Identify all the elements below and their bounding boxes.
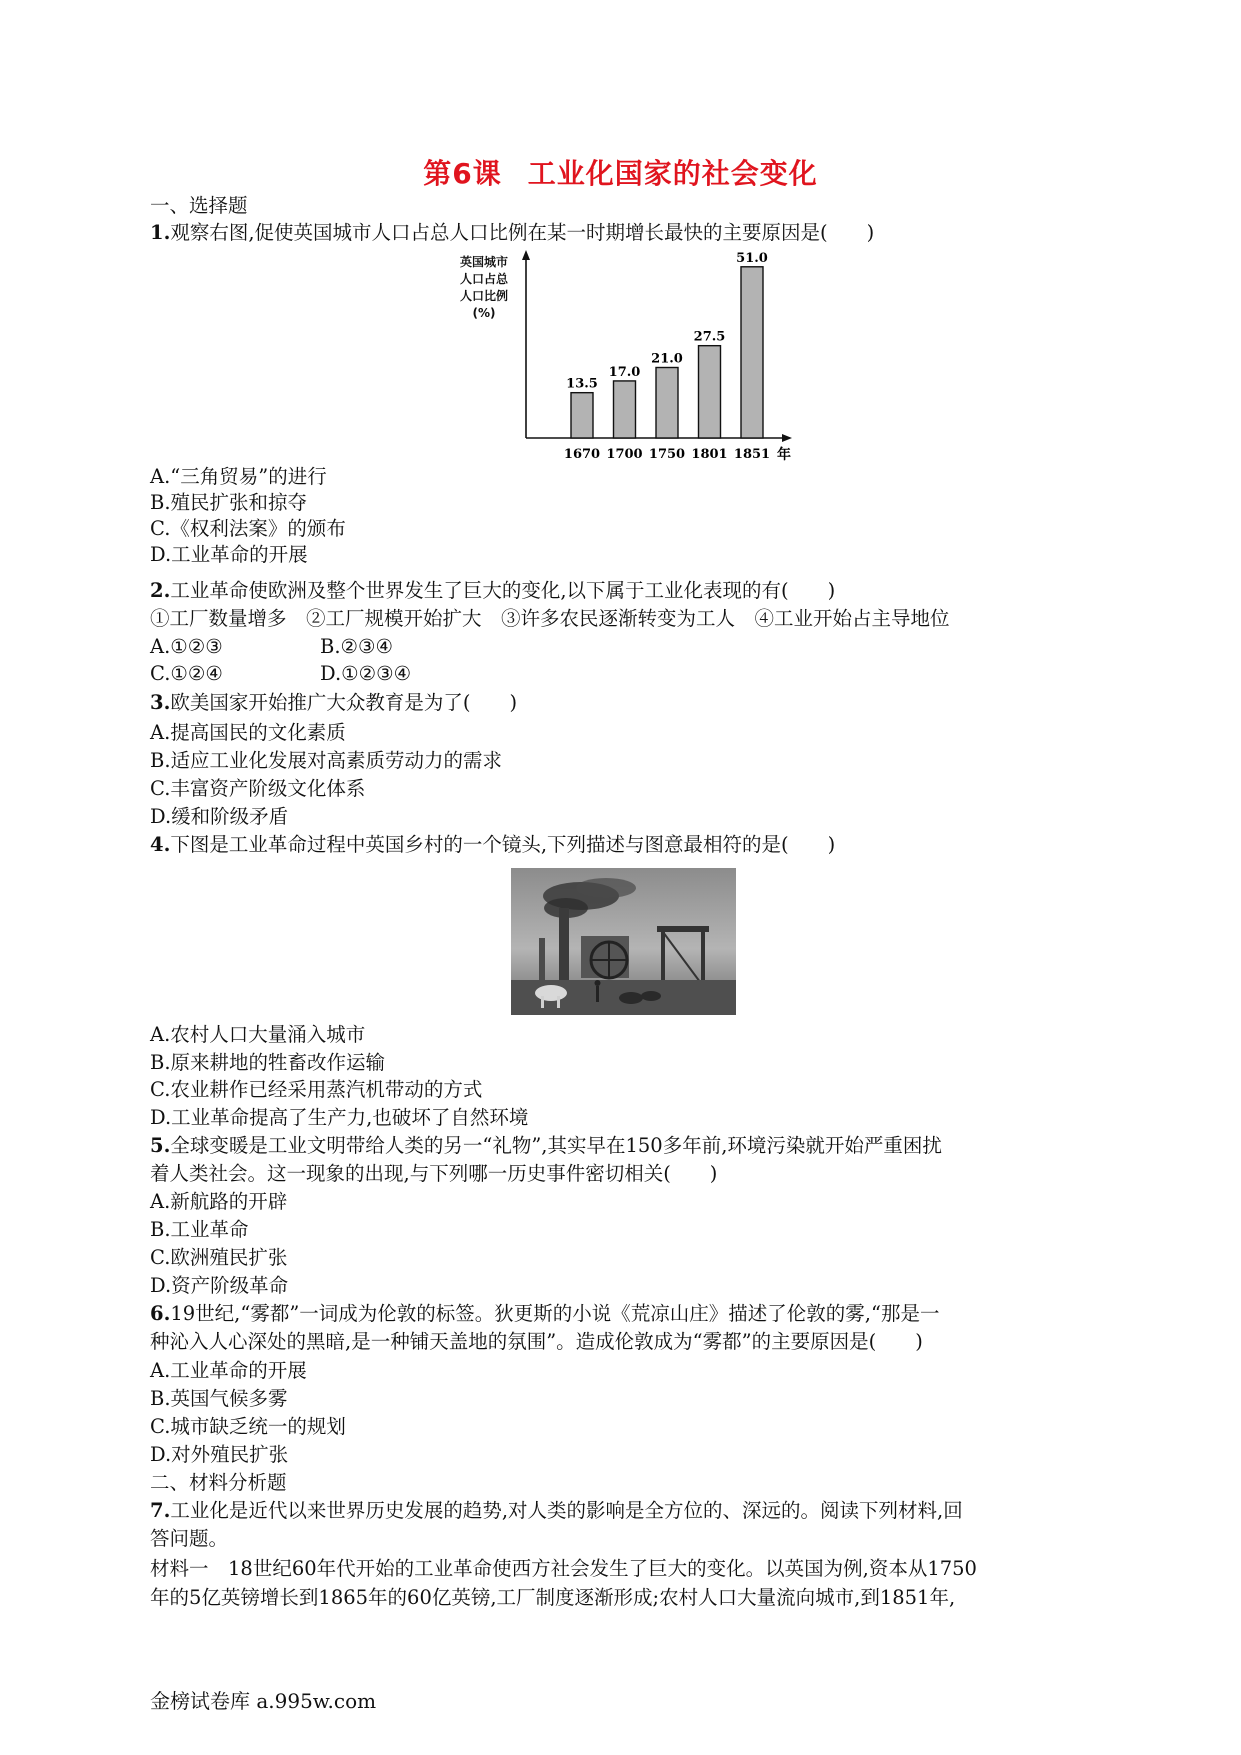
q5-option-c: C.欧洲殖民扩张 [150,1246,288,1269]
x-axis-arrow [782,434,792,442]
q2-option-d: D.①②③④ [320,662,412,685]
bar-value-label: 51.0 [736,250,768,266]
lesson-name: 工业化国家的社会变化 [527,157,818,190]
question-6-stem-line-2: 种沁入人心深处的黑暗,是一种铺天盖地的氛围”。造成伦敦成为“雾都”的主要原因是( ) [150,1330,923,1353]
bar-1750 [656,368,678,439]
q2-option-b: B.②③④ [320,635,393,658]
question-7-stem-line-1: 7.工业化是近代以来世界历史发展的趋势,对人类的影响是全方位的、深远的。阅读下列材料,回 [150,1499,963,1522]
material-1-line-1: 材料一 18世纪60年代开始的工业革命使西方社会发生了巨大的变化。以英国为例,资本从1750 [150,1557,977,1580]
q1-option-c: C.《权利法案》的颁布 [150,517,346,540]
q1-option-b: B.殖民扩张和掠夺 [150,491,308,514]
q4-option-c: C.农业耕作已经采用蒸汽机带动的方式 [150,1078,483,1101]
section-heading-choice: 一、选择题 [150,194,248,217]
q3-option-b: B.适应工业化发展对高素质劳动力的需求 [150,749,503,772]
question-3-stem: 3.欧美国家开始推广大众教育是为了( ) [150,691,518,714]
q3-option-c: C.丰富资产阶级文化体系 [150,777,366,800]
q2-items: ①工厂数量增多 ②工厂规模开始扩大 ③许多农民逐渐转变为工人 ④工业开始占主导地位 [150,607,950,630]
section-heading-analysis: 二、材料分析题 [150,1471,287,1494]
question-2-stem: 2.工业革命使欧洲及整个世界发生了巨大的变化,以下属于工业化表现的有( ) [150,579,836,602]
ylabel-line-3: 人口比例 [459,289,509,303]
lesson-number: 第6课 [423,157,502,190]
q5-option-d: D.资产阶级革命 [150,1274,289,1297]
x-tick-label: 1750 [648,447,686,462]
question-6-stem-line-1: 6.19世纪,“雾都”一词成为伦敦的标签。狄更斯的小说《荒凉山庄》描述了伦敦的雾,“那是一 [150,1302,940,1325]
bar-value-label: 21.0 [651,351,683,367]
question-7-stem-line-2: 答问题。 [150,1527,229,1550]
q6-option-c: C.城市缺乏统一的规划 [150,1415,346,1438]
q4-option-a: A.农村人口大量涌入城市 [150,1023,366,1046]
bar-1801 [699,346,721,438]
q5-option-b: B.工业革命 [150,1218,249,1241]
bar-1700 [614,381,636,438]
q3-option-d: D.缓和阶级矛盾 [150,805,289,828]
ylabel-line-4: (%) [472,306,496,320]
q4-option-b: B.原来耕地的牲畜改作运输 [150,1051,386,1074]
question-5-stem-line-1: 5.全球变暖是工业文明带给人类的另一“礼物”,其实早在150多年前,环境污染就开始严重困扰 [150,1134,942,1157]
q1-option-a: A.“三角贸易”的进行 [150,465,327,488]
bar-value-label: 27.5 [693,329,726,345]
question-5-stem-line-2: 着人类社会。这一现象的出现,与下列哪一历史事件密切相关( ) [150,1162,718,1185]
bar-1670 [571,393,593,438]
q6-option-b: B.英国气候多雾 [150,1387,288,1410]
question-4-stem: 4.下图是工业革命过程中英国乡村的一个镜头,下列描述与图意最相符的是( ) [150,833,836,856]
material-1-line-2: 年的5亿英镑增长到1865年的60亿英镑,工厂制度逐渐形成;农村人口大量流向城市,到1851年, [150,1586,956,1609]
bar-value-label: 17.0 [608,364,641,380]
bar-1851 [741,267,763,438]
q4-option-d: D.工业革命提高了生产力,也破坏了自然环境 [150,1106,529,1129]
q6-option-a: A.工业革命的开展 [150,1359,307,1382]
q2-options-row-1 [150,634,393,660]
page-title [0,152,1241,192]
x-axis-label: 年 [777,447,791,463]
footer-source: 金榜试卷库 a.995w.com [150,1689,377,1713]
ylabel-line-1: 英国城市 [459,255,509,269]
x-tick-label: 1670 [563,447,601,462]
industrial-countryside-engraving [511,868,736,1015]
q2-option-c: C.①②④ [150,662,223,685]
y-axis-arrow [522,250,530,260]
ylabel-line-2: 人口占总 [459,272,509,286]
question-1-stem: 1.观察右图,促使英国城市人口占总人口比例在某一时期增长最快的主要原因是( ) [150,221,875,244]
x-tick-label: 1851 [733,447,771,462]
x-tick-label: 1801 [691,447,728,462]
x-tick-label: 1700 [606,447,643,462]
q6-option-d: D.对外殖民扩张 [150,1443,289,1466]
population-bar-chart [440,250,800,465]
q1-option-d: D.工业革命的开展 [150,543,308,566]
q5-option-a: A.新航路的开辟 [150,1190,288,1213]
q3-option-a: A.提高国民的文化素质 [150,721,346,744]
q2-options-row-2 [150,661,411,687]
q2-option-a: A.①②③ [150,635,223,658]
bar-value-label: 13.5 [566,376,598,392]
